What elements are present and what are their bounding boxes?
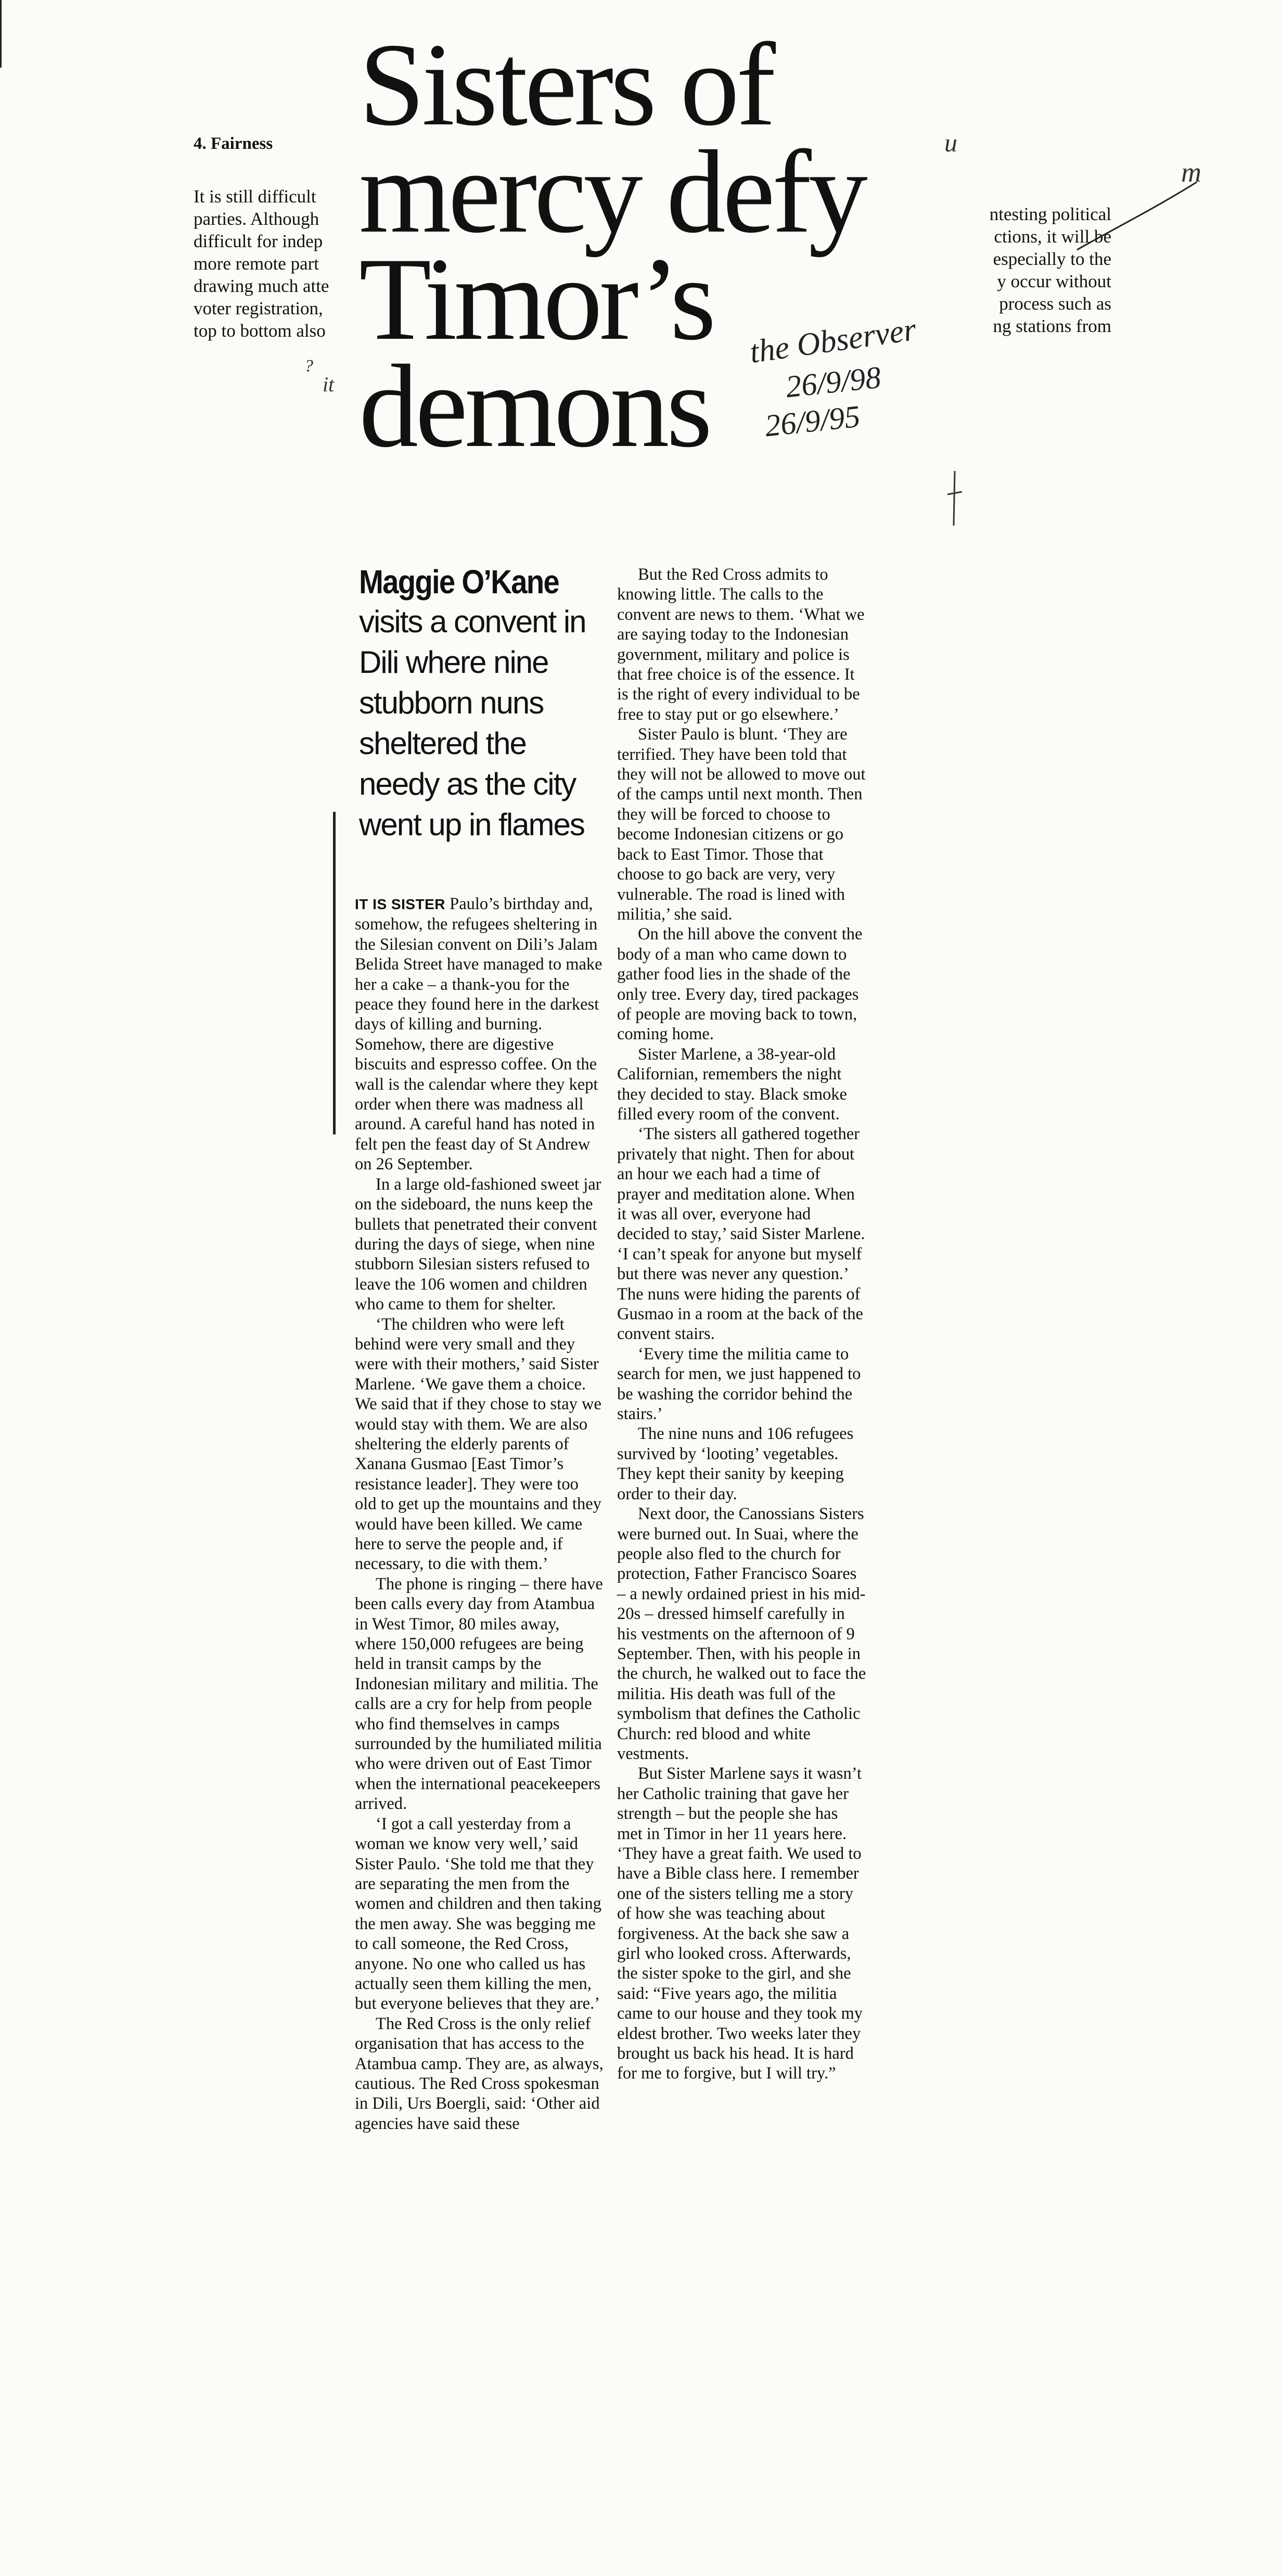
column-rule [333,812,336,1134]
byline-block [359,562,604,845]
paragraph: But the Red Cross admits to knowing little. The calls to the convent are news to them. ‘What we are saying today to the Indonesian government, military and police is that free choice is of the essence. It is the right of every individual to be free to stay put or go elsewhere.’ [617,565,865,724]
article-column-1 [355,894,604,2134]
fragment-line: ntesting political [989,204,1111,224]
fragment-line: more remote part [194,253,319,274]
margin-mark-top: u [944,128,957,157]
fragment-line: drawing much atte [194,276,329,296]
margin-pen-stroke [1067,172,1233,255]
paragraph: The phone is ringing – there have been calls every day from Atambua in West Timor, 80 miles away, where 150,000 refugees are being held in transit camps by the Indonesian military and militia. The calls are a cry for help from people who find themselves in camps surrounded by the humiliated militia who were driven out of East Timor when the international peacekeepers arrived. [355,1574,603,1814]
paragraph [355,894,604,1175]
margin-mark-question: ? [304,356,313,376]
page-edge-line [0,0,2,68]
headline-line: mercy defy [359,126,865,258]
fragment-line: ctions, it will be [994,226,1111,247]
margin-mark-right: m [1181,157,1201,188]
fragment-line: especially to the [993,249,1111,269]
handwritten-date-crossed: 26/9/98 [784,360,883,404]
article-column-2 [617,565,867,2084]
fragment-line: y occur without [997,271,1111,291]
paragraph: Next door, the Canossians Sisters were burned out. In Suai, where the people also fled to the church for protection, Father Francisco Soares – a newly ordained priest in his mid-20s – dressed himself carefully in his vestments on the afternoon of 9 September. Then, with his people in the church, he walked out to face the militia. His death was full of the symbolism that defines the Catholic Church: red blood and white vestments. [617,1504,866,1763]
fragment-line: top to bottom also [194,321,326,341]
paragraph: Sister Paulo is blunt. ‘They are terrified. They have been told that they will not be allowed to move out of the camps until next month. Then they will be forced to choose to become Indonesian citizens or go back to East Timor. Those that choose to go back are very, very vulnerable. The road is lined with militia,’ she said. [617,725,866,924]
paragraph: Sister Marlene, a 38-year-old Californian, remembers the night they decided to stay. Black smoke filled every room of the convent. [617,1044,847,1124]
fragment-line: voter registration, [194,298,323,318]
handwritten-date: 26/9/95 [763,399,862,443]
fragment-line: ng stations from [993,316,1111,336]
left-column-fragment [194,185,350,342]
paragraph: ‘The sisters all gathered together privately that night. Then for about an hour we each had a time of prayer and meditation alone. When it was all over, everyone had decided to stay,’ said Sister Marlene. ‘I can’t speak for anyone but myself but there was never any question.’ The nuns were hiding the parents of Gusmao in a room at the back of the convent stairs. [617,1125,865,1344]
paragraph: ‘I got a call yesterday from a woman we know very well,’ said Sister Paulo. ‘She told me that they are separating the men from the women and children and then taking the men away. She was begging me to call someone, the Red Cross, anyone. No one who called us has actually seen them killing the men, but everyone believes that they are.’ [355,1814,601,2013]
paragraph: ‘The children who were left behind were very small and they were with their mothers,’ said Sister Marlene. ‘We gave them a choice. We said that if they chose to stay we would stay with them. We are also sheltering the elderly parents of Xanana Gusmao [East Timor’s resistance leader]. They were too old to get up the mountains and they would have been killed. We came here to serve the people and, if necessary, to die with them.’ [355,1315,601,1574]
headline-line: demons [359,341,710,472]
margin-pen-scribble [944,468,965,531]
paragraph: ‘Every time the militia came to search for men, we just happened to be washing the corridor behind the stairs.’ [617,1344,861,1424]
author-name: Maggie O’Kane [359,563,559,601]
paragraph: In a large old-fashioned sweet jar on the sideboard, the nuns keep the bullets that penetrated their convent during the days of siege, when nine stubborn Silesian sisters refused to leave the 106 women and children who came to them for shelter. [355,1175,601,1314]
fragment-line: difficult for indep [194,231,323,251]
paragraph: But Sister Marlene says it wasn’t her Catholic training that gave her strength – but the people she has met in Timor in her 11 years here. ‘They have a great faith. We used to have a Bible class here. I remember one of the sisters telling me a story of how she was teaching about forgiveness. At the back she saw a girl who looked cross. Afterwards, the sister spoke to the girl, and she said: “Five years ago, the militia came to our house and they took my eldest brother. Two weeks later they brought us back his head. It is hard for me to forgive, but I will try.” [617,1764,863,2083]
paragraph: The Red Cross is the only relief organisation that has access to the Atambua camp. They are, as always, cautious. The Red Cross spokesman in Dili, Urs Boergli, said: ‘Other aid agencies have said these [355,2014,604,2133]
paragraph: On the hill above the convent the body of a man who came down to gather food lies in the shade of the only tree. Every day, tired packages of people are moving back to town, coming home. [617,925,863,1044]
handwritten-source: the Observer [747,311,919,371]
section-heading-fragment: 4. Fairness [194,134,273,153]
headline-line: Sisters of [359,19,773,150]
lead-text: Paulo’s birthday and, somehow, the refugees sheltering in the Silesian convent on Dili’s Jalam Belida Street have managed to make her a cake – a thank-you for the peace they found here in the darkest days of killing and burning. Somehow, there are digestive biscuits and espresso coffee. On the wall is the calendar where they kept order when there was madness all around. A careful hand has noted in felt pen the feast day of St Andrew on 26 September. [355,895,602,1174]
standfirst: visits a convent in Dili where nine stubborn nuns sheltered the needy as the city went up in flames [359,604,586,842]
fragment-line: It is still difficult [194,186,316,207]
headline-line: Timor’s [359,234,713,365]
fragment-line: parties. Although [194,209,319,229]
paragraph: The nine nuns and 106 refugees survived by ‘looting’ vegetables. They kept their sanity by keeping order to their day. [617,1424,854,1503]
margin-mark-it: it [323,373,335,396]
fragment-line: process such as [999,294,1111,314]
lead-caps: IT IS SISTER [355,896,446,912]
